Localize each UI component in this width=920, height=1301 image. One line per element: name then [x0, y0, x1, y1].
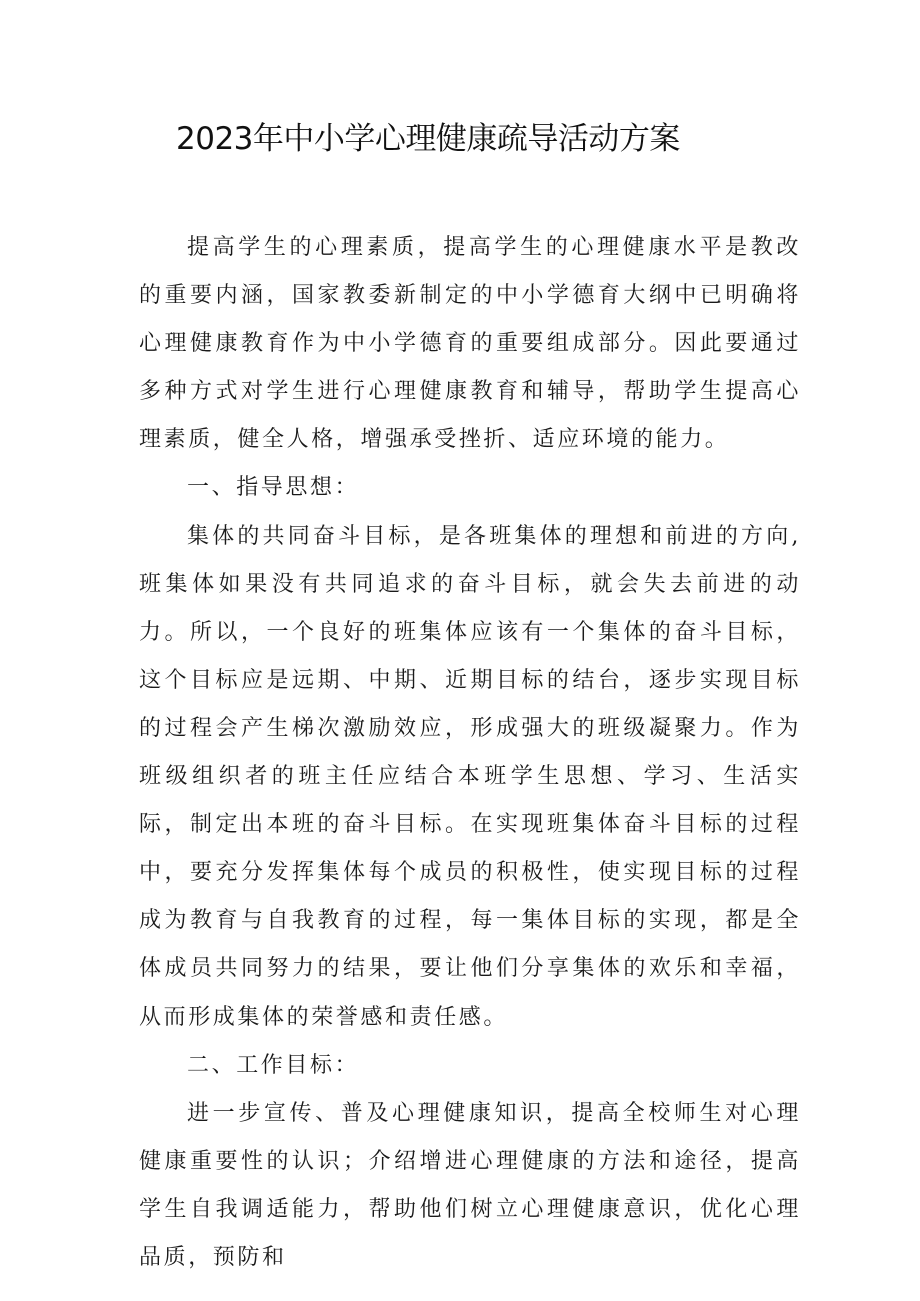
section-paragraph-guiding-thought: 集体的共同奋斗目标，是各班集体的理想和前进的方向,班集体如果没有共同追求的奋斗目标，就会失去前进的动力。所以，一个良好的班集体应该有一个集体的奋斗目标，这个目标应是远期、中期、近期目标的结台，逐步实现目标的过程会产生梯次激励效应，形成强大的班级凝聚力。作为班级组织者的班主任应结合本班学生思想、学习、生活实际，制定出本班的奋斗目标。在实现班集体奋斗目标的过程中，要充分发挥集体每个成员的积极性，使实现目标的过程成为教育与自我教育的过程，每一集体目标的实现，都是全体成员共同努力的结果，要让他们分享集体的欢乐和幸福，从而形成集体的荣誉感和责任感。: [139, 523, 801, 1030]
section-paragraph-work-goals: 进一步宣传、普及心理健康知识，提高全校师生对心理健康重要性的认识；介绍增进心理健康的方法和途径，提高学生自我调适能力，帮助他们树立心理健康意识，优化心理品质，预防和: [139, 1100, 801, 1270]
intro-paragraph: 提高学生的心理素质，提高学生的心理健康水平是教改的重要内涵，国家教委新制定的中小学德育大纲中已明确将心理健康教育作为中小学德育的重要组成部分。因此要通过多种方式对学生进行心理健康教育和辅导，帮助学生提高心理素质，健全人格，增强承受挫折、适应环境的能力。: [139, 235, 801, 453]
section-heading-guiding-thought: 一、指导思想：: [187, 475, 360, 501]
section-heading-work-goals: 二、工作目标：: [187, 1052, 360, 1078]
document-title: 2023年中小学心理健康疏导活动方案: [176, 121, 680, 157]
document-body: [139, 224, 801, 1282]
